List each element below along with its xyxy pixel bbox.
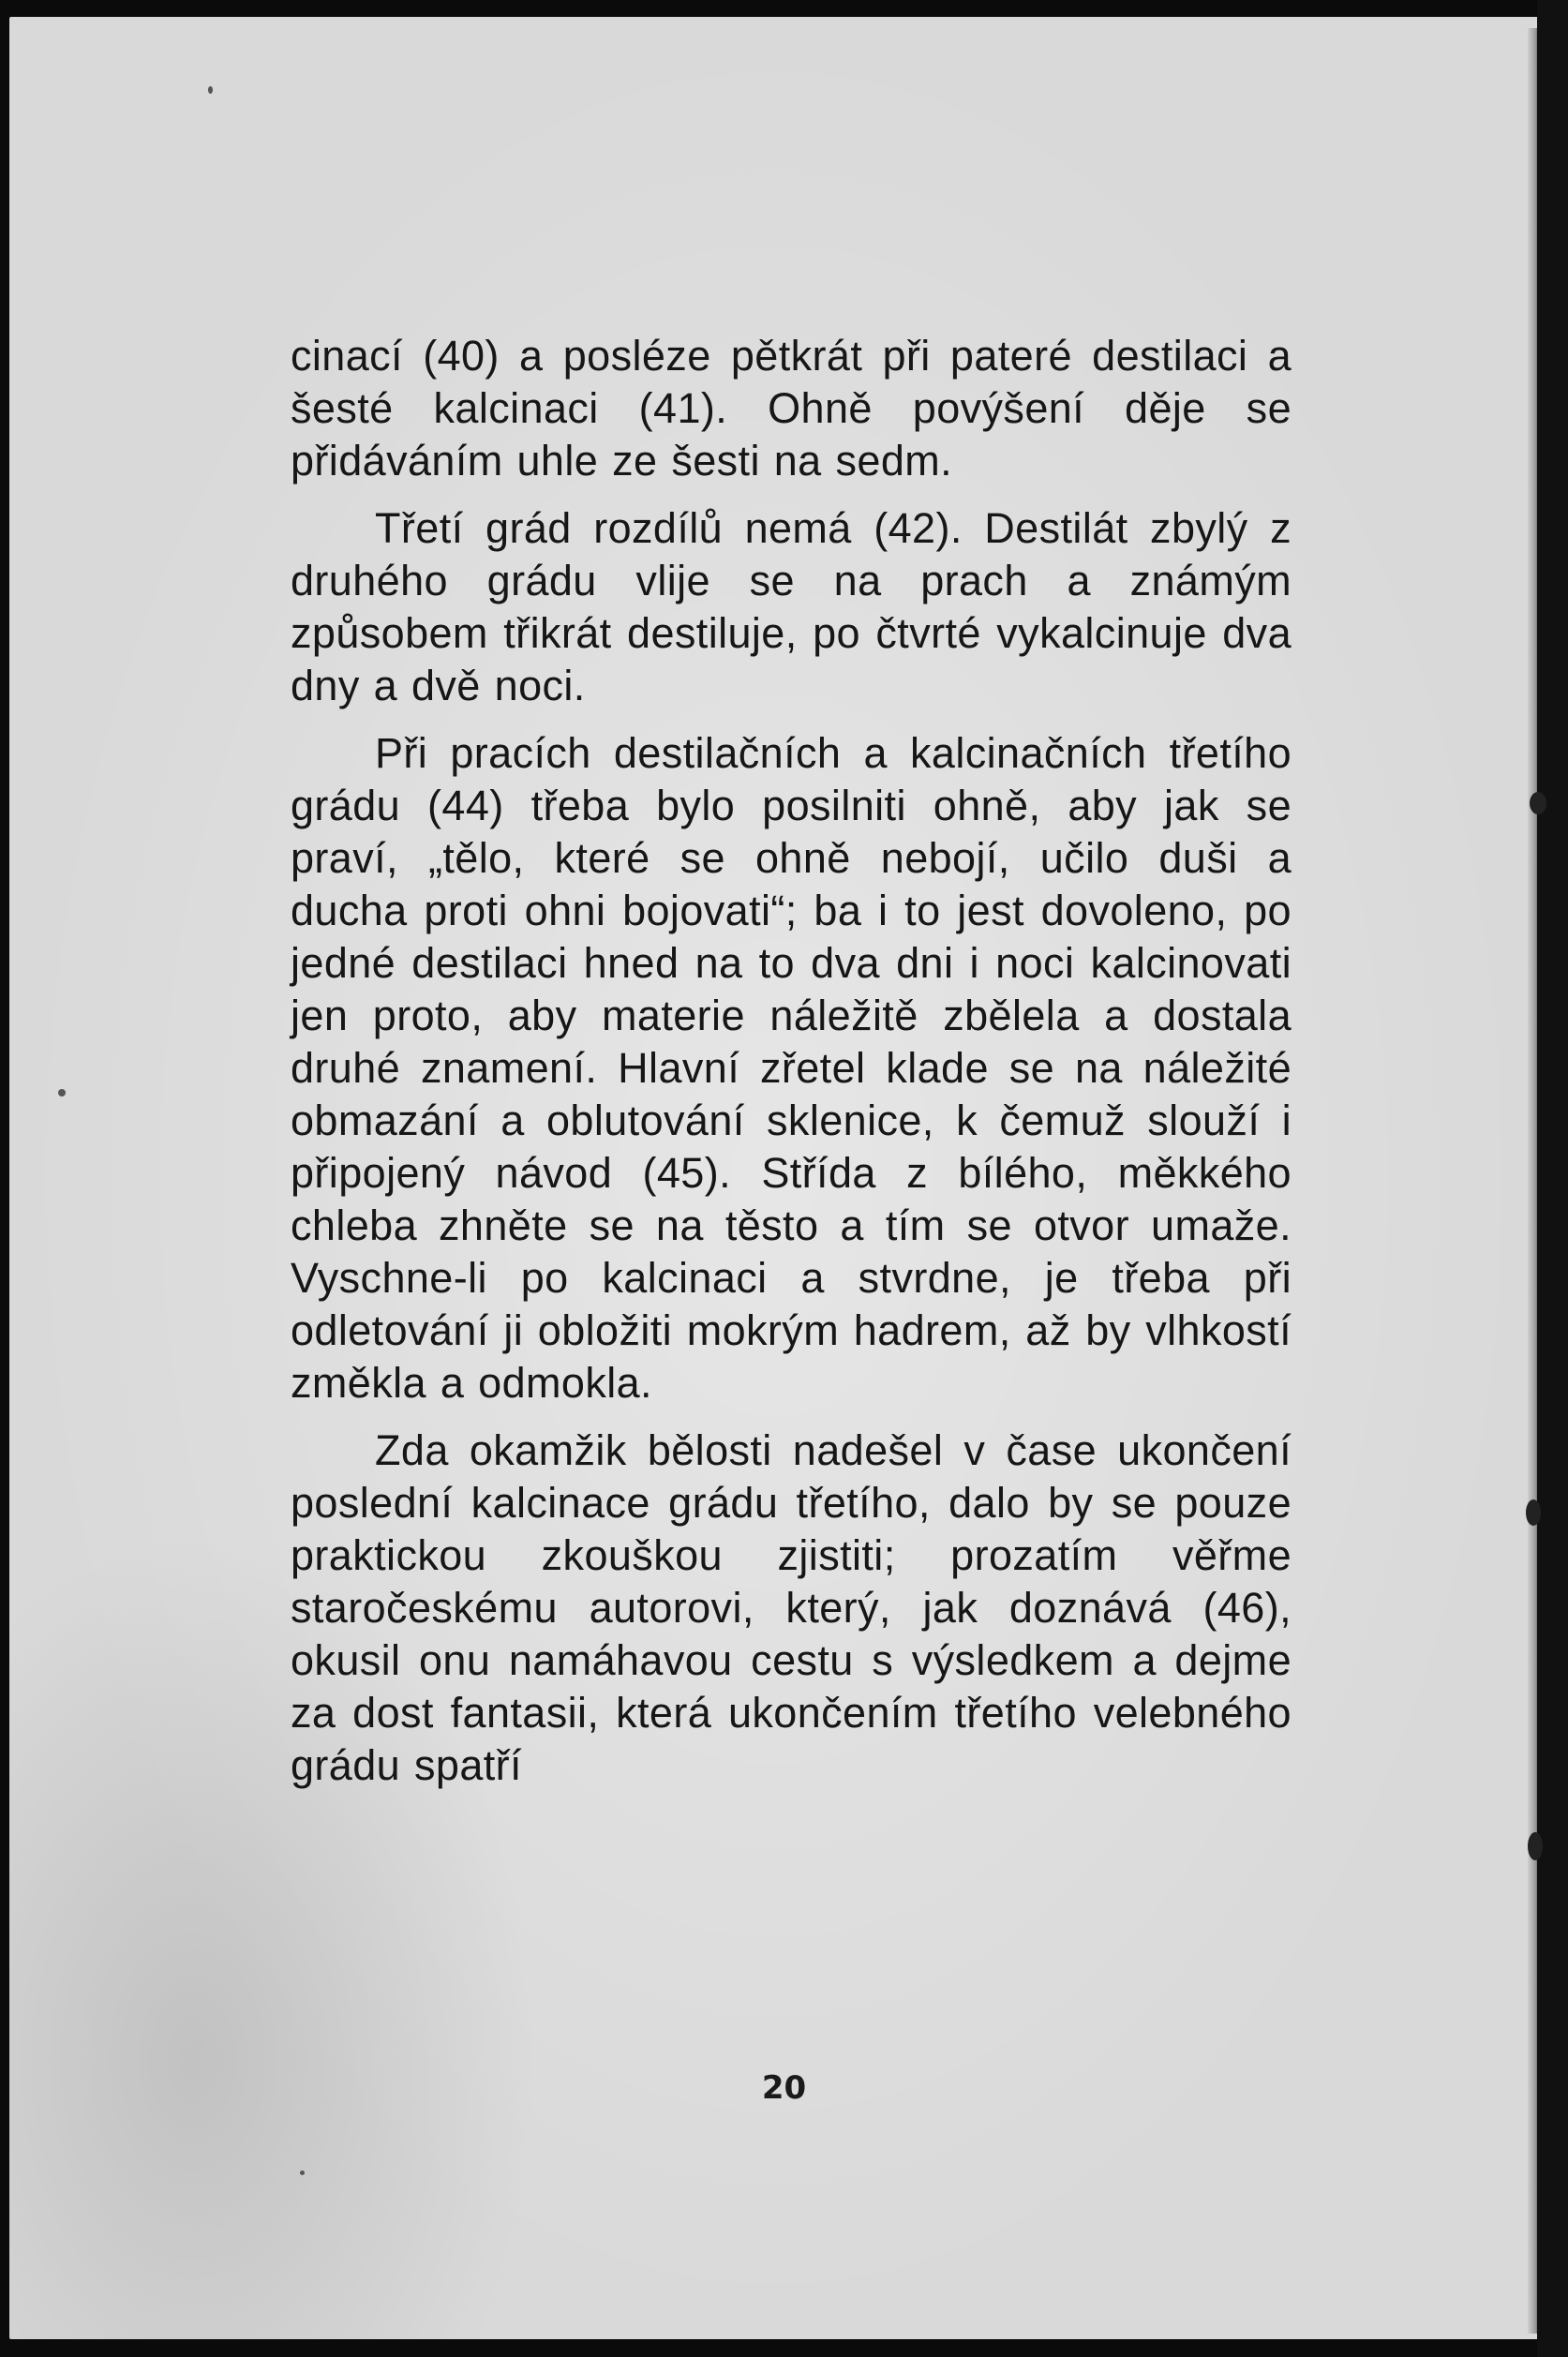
paragraph-2: Třetí grád rozdílů nemá (42). Destilát zbylý z druhého grádu vlije se na prach a známým způsobem třikrát destiluje, po čtvrté vykalcinuje dva dny a dvě noci. <box>291 504 1292 709</box>
ink-speck <box>1528 1832 1543 1860</box>
ink-speck <box>300 2171 305 2175</box>
ink-speck <box>1526 1499 1541 1526</box>
ink-speck <box>1530 792 1546 814</box>
paragraph-4: Zda okamžik bělosti nadešel v čase ukončení poslední kalcinace grádu třetího, dalo by se pouze praktickou zkouškou zjistiti; prozatím věřme staročeskému autorovi, který, jak doznává (46), okusil onu namáhavou cestu s výsledkem a dejme za dost fantasii, která ukončením třetího velebného grádu spatří <box>291 1426 1292 1789</box>
ink-speck <box>208 86 213 94</box>
page-number: 20 <box>761 2069 807 2107</box>
body-text <box>291 330 1292 1807</box>
scan-border <box>1537 0 1568 2357</box>
ink-speck <box>58 1089 66 1096</box>
paragraph-1: cinací (40) a posléze pětkrát při pateré destilaci a šesté kalcinaci (41). Ohně povýšení děje se přidáváním uhle ze šesti na sedm. <box>291 332 1292 485</box>
paragraph-3: Při pracích destilačních a kalcinačních třetího grádu (44) třeba bylo posilniti ohně, aby jak se praví, „tělo, které se ohně nebojí, učilo duši a ducha proti ohni bojovati“; ba i to jest dovoleno, po jedné destilaci hned na to dva dni i noci kalcinovati jen proto, aby materie náležitě zbělela a dostala druhé znamení. Hlavní zřetel klade se na náležité obmazání a oblutování sklenice, k čemuž slouží i připojený návod (45). Střída z bílého, měkkého chleba zhněte se na těsto a tím se otvor umaže. Vyschne-li po kalcinaci a stvrdne, je třeba při odletování ji obložiti mokrým hadrem, až by vlhkostí změkla a odmokla. <box>291 729 1292 1407</box>
